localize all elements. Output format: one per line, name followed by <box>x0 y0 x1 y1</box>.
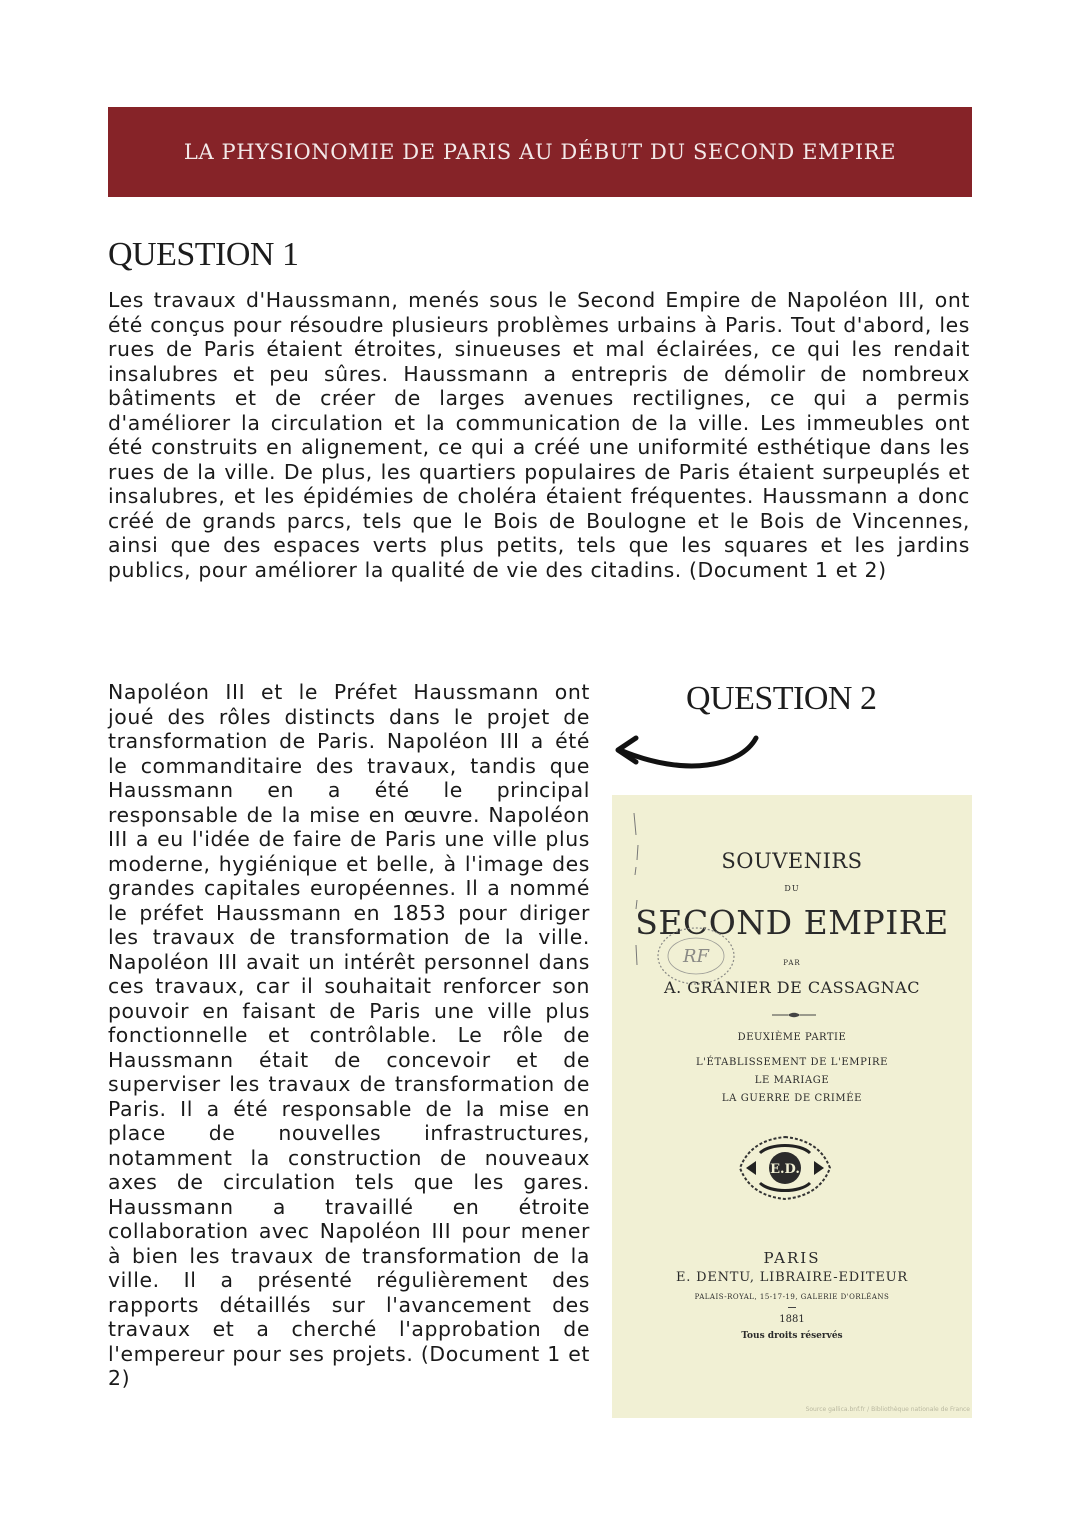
page-banner <box>108 107 972 197</box>
book-subtitle-3: LA GUERRE DE CRIMÉE <box>721 1093 863 1104</box>
svg-text:RF: RF <box>682 946 710 967</box>
emblem-monogram: E.D. <box>770 1162 800 1177</box>
book-author: A. GRANIER DE CASSAGNAC <box>664 978 920 997</box>
divider-dash <box>788 1307 796 1308</box>
book-rights: Tous droits réservés <box>741 1331 843 1341</box>
book-title-par: PAR <box>783 959 801 967</box>
book-title-page-image <box>612 795 972 1418</box>
book-address: PALAIS-ROYAL, 15-17-19, GALERIE D'ORLÉANS <box>694 1293 890 1301</box>
book-title-du: DU <box>784 884 800 893</box>
curved-arrow-icon <box>606 726 776 786</box>
book-year: 1881 <box>779 1314 805 1325</box>
question-2-answer: Napoléon III et le Préfet Haussmann ont joué des rôles distincts dans le projet de transformation de Paris. Napoléon III a été le commanditaire des travaux, tandis que Haussmann en a été le principal responsable de la mise en œuvre. Napoléon III a eu l'idée de faire de Paris une ville plus moderne, hygiénique et belle, à l'image des grandes capitales européennes. Il a nommé le préfet Haussmann en 1853 pour diriger les travaux de transformation de la ville. Napoléon III avait un intérêt personnel dans ces travaux, car il souhaitait renforcer son pouvoir en faisant de Paris une ville plus fonctionnelle et contrôlable. Le rôle de Haussmann était de concevoir et de superviser les travaux de transformation de Paris. Il a été responsable de la mise en place de nouvelles infrastructures, notamment la construction de nouveaux axes de circulation tels que les gares. Haussmann a travaillé en étroite collaboration avec Napoléon III pour mener à bien les travaux de transformation de la ville. Il a présenté régulièrement des rapports détaillés sur l'avancement des travaux et a cherché l'approbation de l'empereur pour ses projets. (Document 1 et 2) <box>108 680 590 1390</box>
publisher-emblem-icon <box>730 1133 840 1203</box>
image-source-credit: Source gallica.bnf.fr / Bibliothèque nationale de France <box>805 1406 970 1413</box>
book-title-main: SECOND EMPIRE <box>635 903 949 942</box>
book-publisher: E. DENTU, LIBRAIRE-EDITEUR <box>675 1270 909 1285</box>
book-subtitle-1: L'ÉTABLISSEMENT DE L'EMPIRE <box>695 1057 889 1068</box>
question-1-heading: QUESTION 1 <box>108 236 299 273</box>
book-city: PARIS <box>763 1249 821 1267</box>
question-2-heading: QUESTION 2 <box>686 680 877 717</box>
book-title-souvenirs: SOUVENIRS <box>721 849 863 873</box>
book-part: DEUXIÈME PARTIE <box>737 1032 847 1043</box>
ornament-divider <box>772 1011 816 1019</box>
book-subtitle-2: LE MARIAGE <box>754 1075 830 1086</box>
question-1-answer: Les travaux d'Haussmann, menés sous le Second Empire de Napoléon III, ont été conçus pour résoudre plusieurs problèmes urbains à Paris. Tout d'abord, les rues de Paris étaient étroites, sinueuses et mal éclairées, ce qui les rendait insalubres et peu sûres. Haussmann a entrepris de démolir de nombreux bâtiments et de créer de larges avenues rectilignes, ce qui a permis d'améliorer la circulation et la communication de la ville. Les immeubles ont été construits en alignement, ce qui a créé une uniformité esthétique dans les rues de la ville. De plus, les quartiers populaires de Paris étaient surpeuplés et insalubres, et les épidémies de choléra étaient fréquentes. Haussmann a donc créé de grands parcs, tels que le Bois de Boulogne et le Bois de Vincennes, ainsi que des espaces verts plus petits, tels que les squares et les jardins publics, pour améliorer la qualité de vie des citadins. (Document 1 et 2) <box>108 288 970 582</box>
banner-title: LA PHYSIONOMIE DE PARIS AU DÉBUT DU SECOND EMPIRE <box>183 140 897 164</box>
